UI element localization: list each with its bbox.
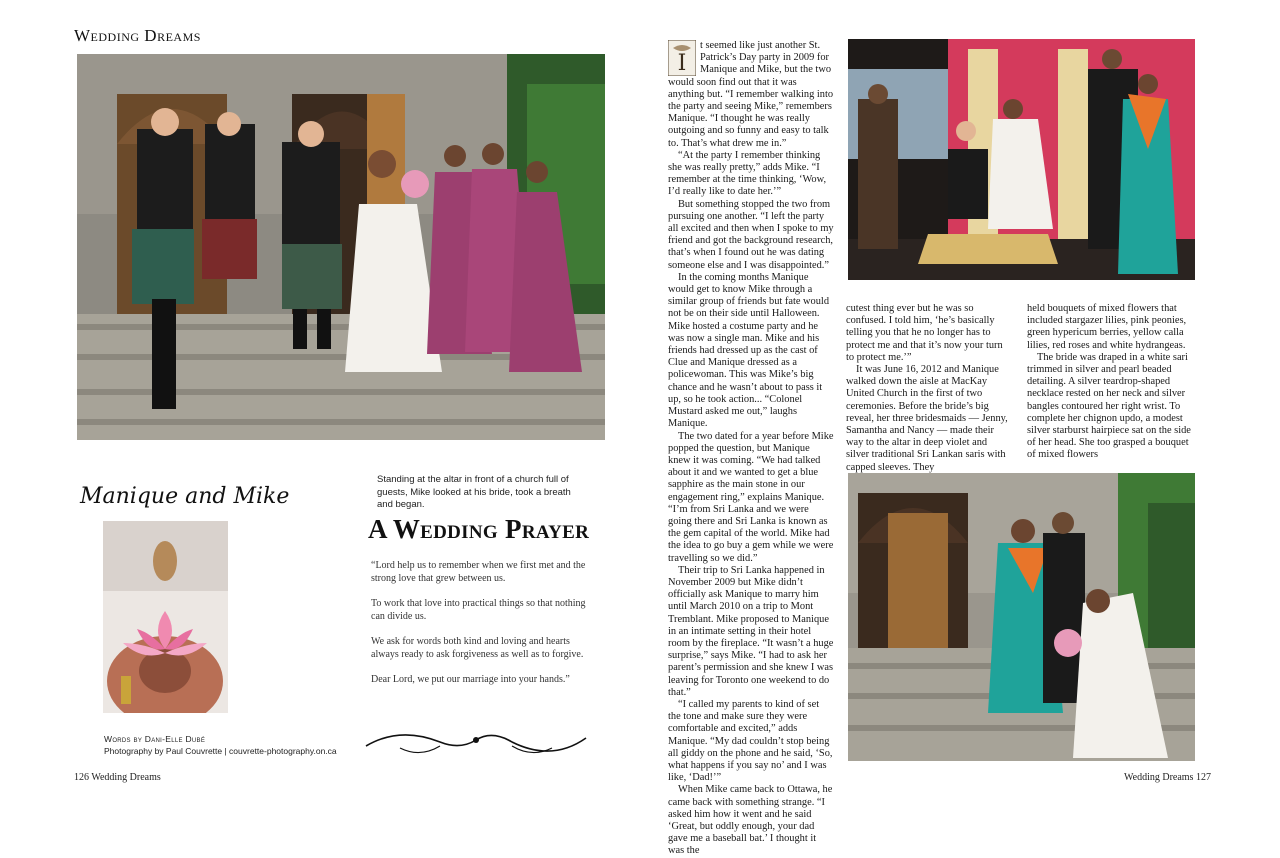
byline: Words by Dani-Elle Dubé bbox=[104, 734, 206, 744]
article-paragraph: cutest thing ever but he was so confused. I told him, ‘he’s basically telling you that he no longer has to protect me and that it’s now your turn to protect me.’” bbox=[846, 303, 1003, 363]
church-steps-photo bbox=[848, 473, 1195, 761]
drop-cap-ornament bbox=[668, 40, 696, 76]
prayer-text bbox=[371, 559, 589, 698]
article-paragraph: The two dated for a year before Mike popped the question, but Manique knew it was coming. “We had talked about it and we wanted to get a blue sapphire as the main stone in our engagement ring,” explains Manique. “I’m from Sri Lanka and we were going there and Sri Lanka is known as the gem capital of the world. Mike had the idea to go buy a gem while we were travelling so we did.” bbox=[668, 430, 834, 564]
magazine-header: Wedding Dreams bbox=[74, 26, 201, 45]
altar-ceremony-photo bbox=[848, 39, 1195, 280]
flourish-ornament bbox=[360, 722, 592, 762]
article-paragraph: Their trip to Sri Lanka happened in November 2009 but Mike didn’t officially ask Manique to marry him until March 2010 on a trip to Mont Tremblant. Mike proposed to Manique in an intimate setting in their hotel room by the fireplace. “It wasn’t a huge surprise,” says Mike. “I had to ask her parent’s permission and she knew I was leaving for Toronto one weekend to do that.” bbox=[668, 564, 834, 698]
credits bbox=[104, 733, 337, 757]
couple-title: Manique and Mike bbox=[80, 484, 290, 509]
lotus-hands-photo bbox=[103, 521, 228, 713]
article-column-1 bbox=[668, 40, 834, 858]
article-paragraph: When Mike came back to Ottawa, he came back with something strange. “I asked him how it went and he said ‘Great, but oddly enough, your dad gave me a baseball bat.’ I thought it was the bbox=[668, 784, 833, 857]
article-paragraph: “At the party I remember thinking she was really pretty,” adds Mike. “I remember at the time thinking, ‘Wow, I’d really like to date her.’” bbox=[668, 149, 827, 198]
article-paragraph: “I called my parents to kind of set the tone and make sure they were comfortable and excited,” adds Manique. “My dad couldn’t stop being all giddy on the phone and he said, ‘So, what happens if you say no’ and I was like, ‘Dad!’” bbox=[668, 698, 833, 784]
prayer-line: To work that love into practical things so that nothing can divide us. bbox=[371, 598, 586, 622]
article-paragraph: The bride was draped in a white sari trimmed in silver and pearl beaded detailing. A silver teardrop-shaped necklace rested on her neck and silver bangles contoured her right wrist. To complete her chignon updo, a modest silver starburst hairpiece sat on the side of her head. She too grasped a bouquet of mixed flowers bbox=[1027, 351, 1191, 461]
article-paragraph: It was June 16, 2012 and Manique walked down the aisle at MacKay United Church in the first of two ceremonies. Before the bride’s big reveal, her three bridesmaids — Jenny, Samantha and Nancy — made their way to the altar in deep violet and silver traditional Sri Lankan saris with capped sleeves. They bbox=[846, 364, 1008, 473]
prayer-line: “Lord help us to remember when we first met and the strong love that grew between us. bbox=[371, 560, 586, 584]
svg-text:I: I bbox=[677, 51, 687, 76]
article-paragraph: t seemed like just another St. Patrick’s Day party in 2009 for Manique and Mike, but the two would soon find out that it was anything but. “I remember walking into the party and seeing Mike,” remembers Manique. “I thought he was really outgoing and so funny and easy to talk to. That’s what drew me in.” bbox=[668, 40, 834, 149]
wedding-party-photo bbox=[77, 54, 605, 440]
page-folio-right: Wedding Dreams 127 bbox=[1124, 772, 1211, 783]
prayer-line: We ask for words both kind and loving and hearts always ready to ask forgiveness as well as to forgive. bbox=[371, 636, 584, 660]
article-paragraph: In the coming months Manique would get to know Mike through a similar group of friends but fate would not be on their side until Halloween. Mike hosted a costume party and he was now a single man. Mike and his friends had dressed up as the cast of Clue and Manique dressed as a policewoman. This was Mike’s big chance and he wasn’t about to pass it up, so he took action... “Colonel Mustard asked me out,” laughs Manique. bbox=[668, 271, 830, 430]
article-paragraph: held bouquets of mixed flowers that included stargazer lilies, pink peonies, green hypericum berries, yellow calla lilies, red roses and white hydrangeas. bbox=[1027, 303, 1187, 351]
prayer-title: A Wedding Prayer bbox=[368, 514, 590, 544]
prayer-line: Dear Lord, we put our marriage into your hands.” bbox=[371, 674, 570, 685]
photo-credit: Photography by Paul Couvrette | couvrette-photography.on.ca bbox=[104, 746, 337, 756]
article-paragraph: But something stopped the two from pursuing one another. “I left the party all excited and then when I spoke to my friend and got the background research, that’s when I found out he was dating someone else and I was disappointed.” bbox=[668, 198, 834, 271]
intro-text: Standing at the altar in front of a church full of guests, Mike looked at his bride, took a breath and began. bbox=[377, 474, 571, 510]
article-column-2 bbox=[846, 303, 1012, 474]
article-column-3 bbox=[1027, 303, 1193, 462]
page-folio-left: 126 Wedding Dreams bbox=[74, 772, 161, 783]
